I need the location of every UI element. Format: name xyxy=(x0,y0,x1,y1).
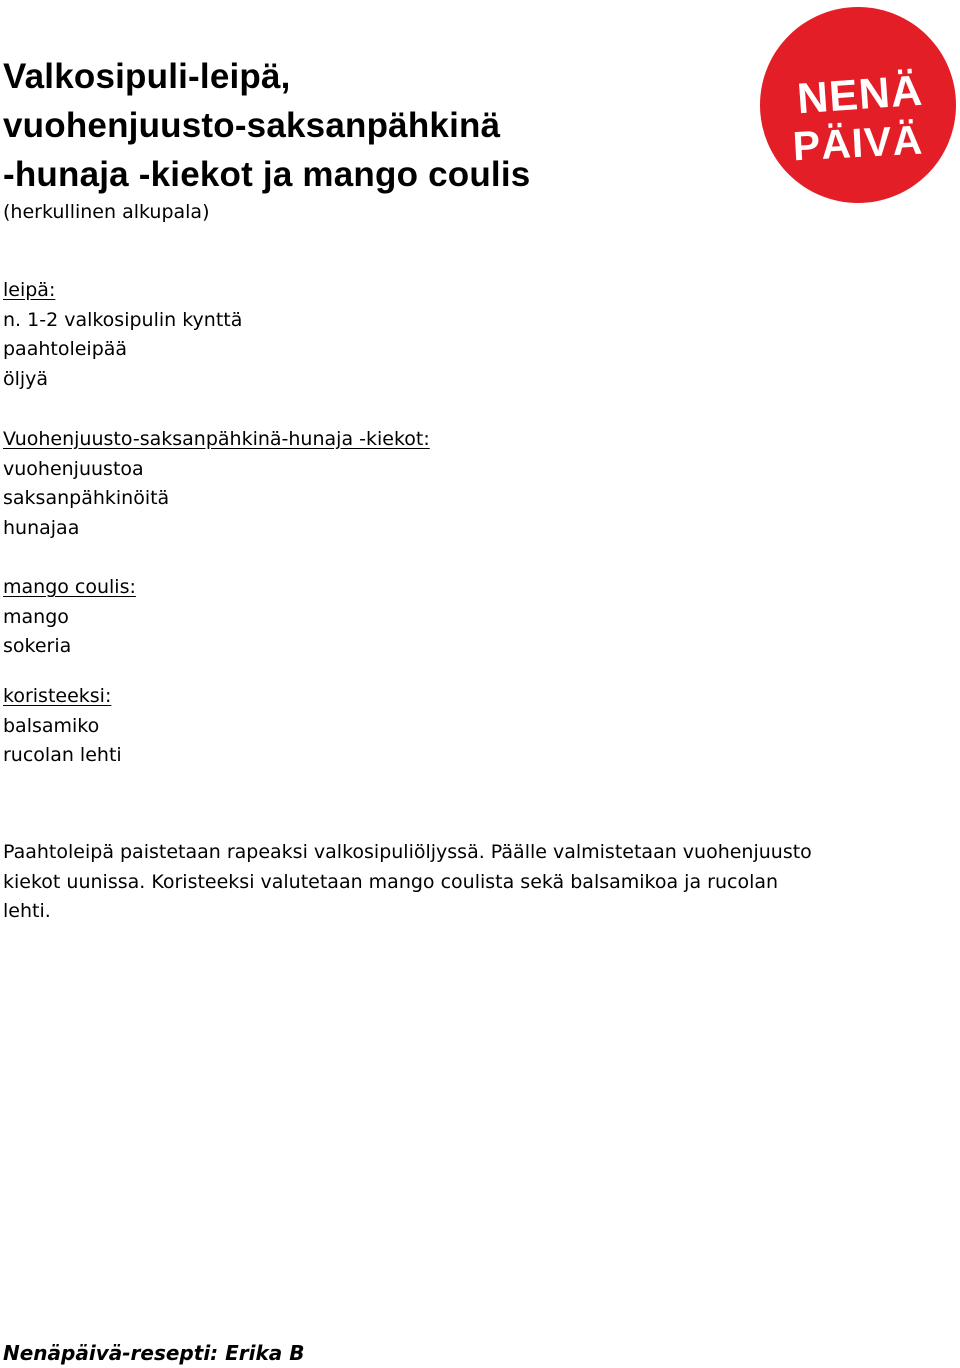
ingredient-item: sokeria xyxy=(3,635,72,658)
ingredient-item: balsamiko xyxy=(3,714,100,737)
ingredients-garnish xyxy=(3,682,122,771)
method-line: Paahtoleipä paistetaan rapeaksi valkosipuliöljyssä. Päälle valmistetaan vuohenjuusto xyxy=(3,841,812,863)
ingredient-item: paahtoleipää xyxy=(3,338,128,361)
recipe-title xyxy=(3,52,530,199)
ingredients-cheese-discs xyxy=(3,425,430,544)
section-heading: koristeeksi: xyxy=(3,685,112,707)
section-heading: mango coulis: xyxy=(3,576,136,598)
method-line: kiekot uunissa. Koristeeksi valutetaan mango coulista sekä balsamikoa ja rucolan xyxy=(3,870,779,893)
logo-line1: NENÄ xyxy=(795,66,925,124)
recipe-title-line: -hunaja -kiekot ja mango coulis xyxy=(3,155,531,194)
logo-line2: PÄIVÄ xyxy=(791,116,925,170)
ingredient-item: mango xyxy=(3,605,69,628)
ingredient-item: öljyä xyxy=(3,368,49,391)
method-line: lehti. xyxy=(3,900,51,923)
recipe-method xyxy=(3,838,933,927)
section-heading: Vuohenjuusto-saksanpähkinä-hunaja -kiekot: xyxy=(3,428,430,450)
ingredient-item: hunajaa xyxy=(3,517,80,540)
recipe-credit: Nenäpäivä-resepti: Erika B xyxy=(3,1341,305,1365)
ingredient-item: rucolan lehti xyxy=(3,744,122,767)
ingredient-item: vuohenjuustoa xyxy=(3,457,144,480)
recipe-title-line: Valkosipuli-leipä, xyxy=(3,57,291,96)
ingredient-item: saksanpähkinöitä xyxy=(3,487,170,510)
ingredients-bread xyxy=(3,276,242,395)
ingredients-mango-coulis xyxy=(3,573,136,662)
ingredient-item: n. 1-2 valkosipulin kynttä xyxy=(3,308,243,331)
recipe-subtitle: (herkullinen alkupala) xyxy=(3,201,210,223)
section-heading: leipä: xyxy=(3,279,56,301)
recipe-title-line: vuohenjuusto-saksanpähkinä xyxy=(3,106,501,145)
nenapaiva-logo xyxy=(760,5,956,205)
